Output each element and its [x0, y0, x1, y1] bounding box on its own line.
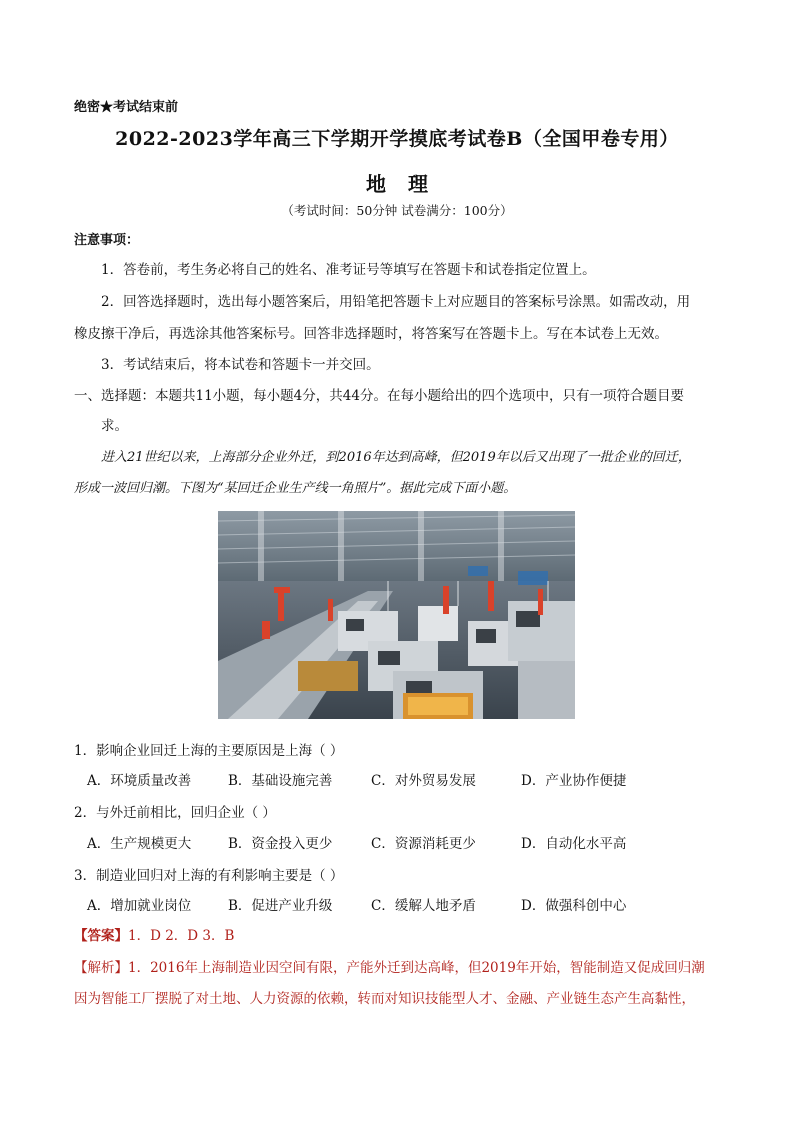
analysis-line-1: 【解析】1．2016年上海制造业因空间有限，产能外迁到达高峰，但2019年开始，智能制造又促成回归潮 [74, 960, 705, 976]
notice-item-3: 3．考试结束后，将本试卷和答题卡一并交回。 [101, 357, 380, 373]
question-3-option-b[interactable]: B．促进产业升级 [228, 898, 333, 914]
notice-heading: 注意事项： [74, 233, 140, 248]
passage-line-2: 形成一波回归潮。下图为“某回迁企业生产线一角照片”。据此完成下面小题。 [74, 481, 517, 496]
question-3-option-d[interactable]: D．做强科创中心 [521, 898, 627, 914]
answer-text: 1．D 2．D 3．B [128, 928, 235, 944]
question-3-stem: 3．制造业回归对上海的有利影响主要是（ ） [74, 868, 344, 884]
notice-item-2-line-2: 橡皮擦干净后，再选涂其他答案标号。回答非选择题时，将答案写在答题卡上。写在本试卷上无效。 [74, 326, 668, 342]
question-2-option-d[interactable]: D．自动化水平高 [521, 836, 627, 852]
question-3-option-a[interactable]: A．增加就业岗位 [87, 898, 192, 914]
passage-line-1: 进入21世纪以来，上海部分企业外迁，到2016年达到高峰，但2019年以后又出现了一批企业的回迁， [101, 450, 691, 465]
section-instructions-line-1: 一、选择题：本题共11小题，每小题4分，共44分。在每小题给出的四个选项中，只有一项符合题目要 [74, 388, 684, 404]
exam-title: 2022-2023学年高三下学期开学摸底考试卷B（全国甲卷专用） [115, 128, 679, 150]
answer-line [74, 924, 234, 944]
exam-info: （考试时间：50分钟 试卷满分：100分） [281, 203, 513, 218]
factory-production-line-photo [218, 511, 575, 719]
question-1-option-b[interactable]: B．基础设施完善 [228, 773, 333, 789]
question-2-option-c[interactable]: C．资源消耗更少 [371, 836, 476, 852]
subject-title: 地理 [366, 172, 450, 196]
question-1-stem: 1．影响企业回迁上海的主要原因是上海（ ） [74, 743, 344, 759]
question-3-option-c[interactable]: C．缓解人地矛盾 [371, 898, 476, 914]
factory-photo-illustration [218, 511, 575, 719]
question-1-option-c[interactable]: C．对外贸易发展 [371, 773, 476, 789]
question-1-option-a[interactable]: A．环境质量改善 [87, 773, 192, 789]
confidential-label: 绝密★考试结束前 [74, 100, 179, 115]
question-1-option-d[interactable]: D．产业协作便捷 [521, 773, 627, 789]
section-instructions-line-2: 求。 [101, 418, 128, 434]
question-2-option-a[interactable]: A．生产规模更大 [87, 836, 192, 852]
question-2-stem: 2．与外迁前相比，回归企业（ ） [74, 805, 276, 821]
notice-item-1: 1．答卷前，考生务必将自己的姓名、准考证号等填写在答题卡和试卷指定位置上。 [101, 262, 596, 278]
answer-tag: 【答案】 [74, 928, 128, 944]
analysis-line-2: 因为智能工厂摆脱了对土地、人力资源的依赖，转而对知识技能型人才、金融、产业链生态产生高黏性， [74, 991, 695, 1007]
notice-item-2-line-1: 2．回答选择题时，选出每小题答案后，用铅笔把答题卡上对应题目的答案标号涂黑。如需改动，用 [101, 294, 691, 310]
question-2-option-b[interactable]: B．资金投入更少 [228, 836, 333, 852]
